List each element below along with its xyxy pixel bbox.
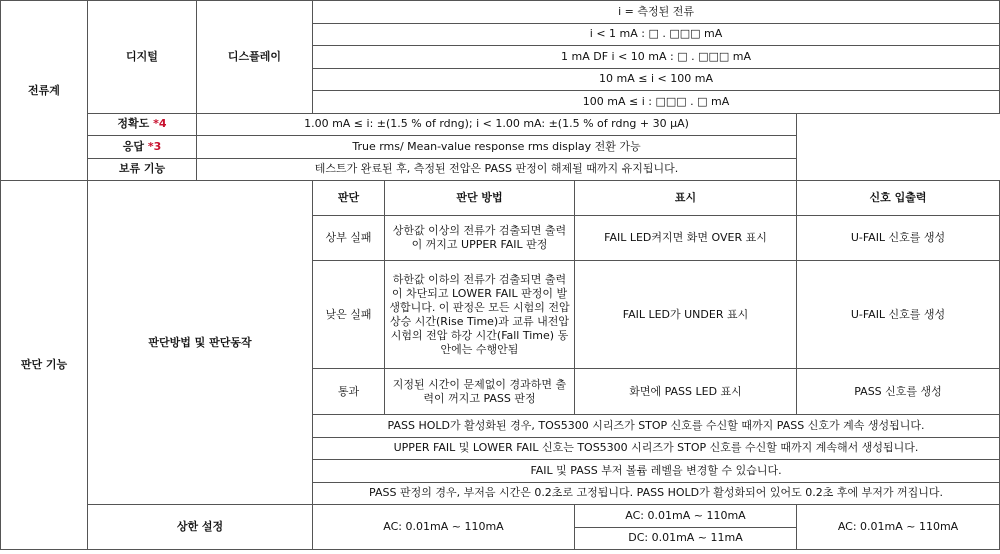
response-label: 응답 *3 <box>88 136 197 159</box>
response-row <box>1 136 1000 159</box>
pass-name: 통과 <box>313 369 385 415</box>
upper-limit-col2-dc: DC: 0.01mA ~ 11mA <box>575 527 797 550</box>
judgment-note-2: UPPER FAIL 및 LOWER FAIL 신호는 TOS5300 시리즈가 STOP 신호를 수신할 때까지 계속해서 생성됩니다. <box>313 437 1000 460</box>
upper-fail-method: 상한값 이상의 전류가 검출되면 출력이 꺼지고 UPPER FAIL 판정 <box>385 216 575 261</box>
upper-limit-col2-ac: AC: 0.01mA ~ 110mA <box>575 505 797 528</box>
pass-signal: PASS 신호를 생성 <box>797 369 1000 415</box>
upper-fail-display: FAIL LED켜지면 화면 OVER 표시 <box>575 216 797 261</box>
display-value-5: 100 mA ≤ i : □□□ . □ mA <box>313 91 1000 114</box>
col-header-judgment: 판단 <box>313 181 385 216</box>
display-value-4: 10 mA ≤ i < 100 mA <box>313 68 1000 91</box>
upper-limit-col3: AC: 0.01mA ~ 110mA <box>797 505 1000 550</box>
hold-label: 보류 기능 <box>88 158 197 181</box>
lower-fail-method: 하한값 이하의 전류가 검출되면 출력이 차단되고 LOWER FAIL 판정이 발생합니다. 이 판정은 모든 시험의 전압 상승 시간(Rise Time)과 교류 내전압 시험의 전압 하강 시간(Fall Time) 동안에는 수행안됨 <box>385 261 575 369</box>
lower-fail-signal: U-FAIL 신호를 생성 <box>797 261 1000 369</box>
display-value-1: i = 측정된 전류 <box>313 1 1000 24</box>
upper-limit-label: 상한 설정 <box>88 505 313 550</box>
col-header-signal: 신호 입출력 <box>797 181 1000 216</box>
accuracy-note: *4 <box>153 117 167 131</box>
judgment-note-4: PASS 판정의 경우, 부저음 시간은 0.2초로 고정됩니다. PASS HOLD가 활성화되어 있어도 0.2초 후에 부저가 꺼집니다. <box>313 482 1000 505</box>
display-label: 디스플레이 <box>197 1 313 114</box>
judgment-header-row <box>1 181 1000 216</box>
accuracy-row <box>1 113 1000 136</box>
lower-fail-display: FAIL LED가 UNDER 표시 <box>575 261 797 369</box>
col-header-display: 표시 <box>575 181 797 216</box>
upper-limit-col1: AC: 0.01mA ~ 110mA <box>313 505 575 550</box>
judgment-method-label: 판단방법 및 판단동작 <box>88 181 313 505</box>
judgment-note-3: FAIL 및 PASS 부저 볼륨 레벨을 변경할 수 있습니다. <box>313 460 1000 483</box>
display-row-1 <box>1 1 1000 24</box>
display-value-2: i < 1 mA : □ . □□□ mA <box>313 23 1000 46</box>
hold-row <box>1 158 1000 181</box>
judgment-note-1: PASS HOLD가 활성화된 경우, TOS5300 시리즈가 STOP 신호를 수신할 때까지 PASS 신호가 계속 생성됩니다. <box>313 415 1000 438</box>
judgment-category: 판단 기능 <box>1 181 88 550</box>
response-value: True rms/ Mean-value response rms display 전환 가능 <box>197 136 797 159</box>
accuracy-value: 1.00 mA ≤ i: ±(1.5 % of rdng); i < 1.00 mA: ±(1.5 % of rdng + 30 μA) <box>197 113 797 136</box>
lower-fail-name: 낮은 실패 <box>313 261 385 369</box>
upper-limit-row-ac <box>1 505 1000 528</box>
accuracy-label: 정확도 *4 <box>88 113 197 136</box>
ammeter-type: 디지털 <box>88 1 197 114</box>
display-value-3: 1 mA DF i < 10 mA : □ . □□□ mA <box>313 46 1000 69</box>
ammeter-category: 전류계 <box>1 1 88 181</box>
upper-fail-name: 상부 실패 <box>313 216 385 261</box>
pass-display: 화면에 PASS LED 표시 <box>575 369 797 415</box>
hold-value: 테스트가 완료된 후, 측정된 전압은 PASS 판정이 해제될 때까지 유지됩니다. <box>197 158 797 181</box>
pass-method: 지정된 시간이 문제없이 경과하면 출력이 꺼지고 PASS 판정 <box>385 369 575 415</box>
response-note: *3 <box>147 139 162 153</box>
col-header-method: 판단 방법 <box>385 181 575 216</box>
upper-fail-signal: U-FAIL 신호를 생성 <box>797 216 1000 261</box>
